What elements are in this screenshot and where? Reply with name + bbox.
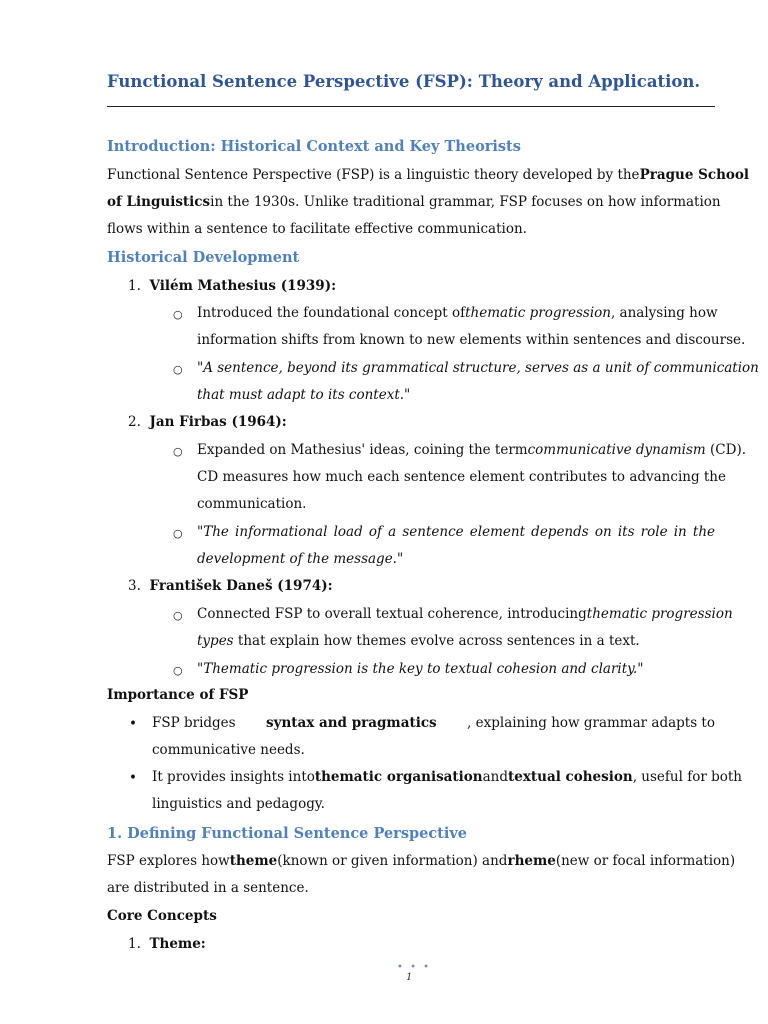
theorist-3: 3. František Daneš (1974): [128, 578, 333, 594]
page-number: 1 [406, 972, 413, 983]
bullet-icon: • [129, 716, 137, 732]
theorist-2: 2. Jan Firbas (1964): [128, 414, 287, 430]
theorist-1-point-1: Introduced the foundational concept of thematic progression, analysing how information shifts from known to new elements within sentences and discourse. [197, 305, 746, 348]
intro-text: in the 1930s. Unlike traditional grammar, FSP focuses on how information [210, 194, 721, 210]
intro-bold: Prague School [639, 167, 750, 183]
historical-heading: Historical Development [107, 249, 300, 266]
core-item-theme: 1. Theme: [128, 936, 206, 952]
intro-heading: Introduction: Historical Context and Key Theorists [107, 138, 521, 155]
defining-paragraph: FSP explores how theme (known or given information) and rheme (new or focal information) are distributed in a sentence. [107, 853, 736, 896]
circle-bullet-icon: ○ [173, 527, 183, 540]
theorist-1-quote: "A sentence, beyond its grammatical structure, serves as a unit of communication that must adapt to its context." [197, 360, 759, 403]
intro-bold: of Linguistics [107, 194, 211, 210]
core-concepts-heading: Core Concepts [107, 908, 217, 924]
document-title: Functional Sentence Perspective (FSP): Theory and Application. [107, 72, 701, 91]
theorist-2-point-1: Expanded on Mathesius' ideas, coining the term communicative dynamism (CD). CD measures how much each sentence element contributes to advancing the communication. [197, 442, 747, 512]
circle-bullet-icon: ○ [173, 609, 183, 622]
theorist-3-point-1: Connected FSP to overall textual coherence, introducing thematic progression types that explain how themes evolve across sentences in a text. [197, 606, 733, 649]
title-divider [107, 106, 715, 107]
intro-text: Functional Sentence Perspective (FSP) is a linguistic theory developed by the [107, 167, 640, 183]
circle-bullet-icon: ○ [173, 664, 183, 677]
theorist-2-quote: "The informational load of a sentence element depends on its role in the development of the message." [197, 524, 715, 567]
importance-point-1: FSP bridges syntax and pragmatics , explaining how grammar adapts to communicative needs. [152, 715, 715, 758]
circle-bullet-icon: ○ [173, 445, 183, 458]
footer-dots: • • • [397, 962, 432, 973]
defining-heading: 1. Defining Functional Sentence Perspective [107, 825, 468, 842]
bullet-icon: • [129, 770, 137, 786]
theorist-3-quote: "Thematic progression is the key to textual cohesion and clarity." [197, 661, 644, 677]
intro-text: flows within a sentence to facilitate effective communication. [107, 221, 527, 237]
intro-paragraph [107, 162, 750, 243]
circle-bullet-icon: ○ [173, 308, 183, 321]
importance-heading: Importance of FSP [107, 687, 249, 703]
importance-point-2: It provides insights into thematic organisation and textual cohesion , useful for both linguistics and pedagogy. [152, 769, 742, 812]
theorist-1: 1. Vilém Mathesius (1939): [128, 278, 337, 294]
circle-bullet-icon: ○ [173, 363, 183, 376]
